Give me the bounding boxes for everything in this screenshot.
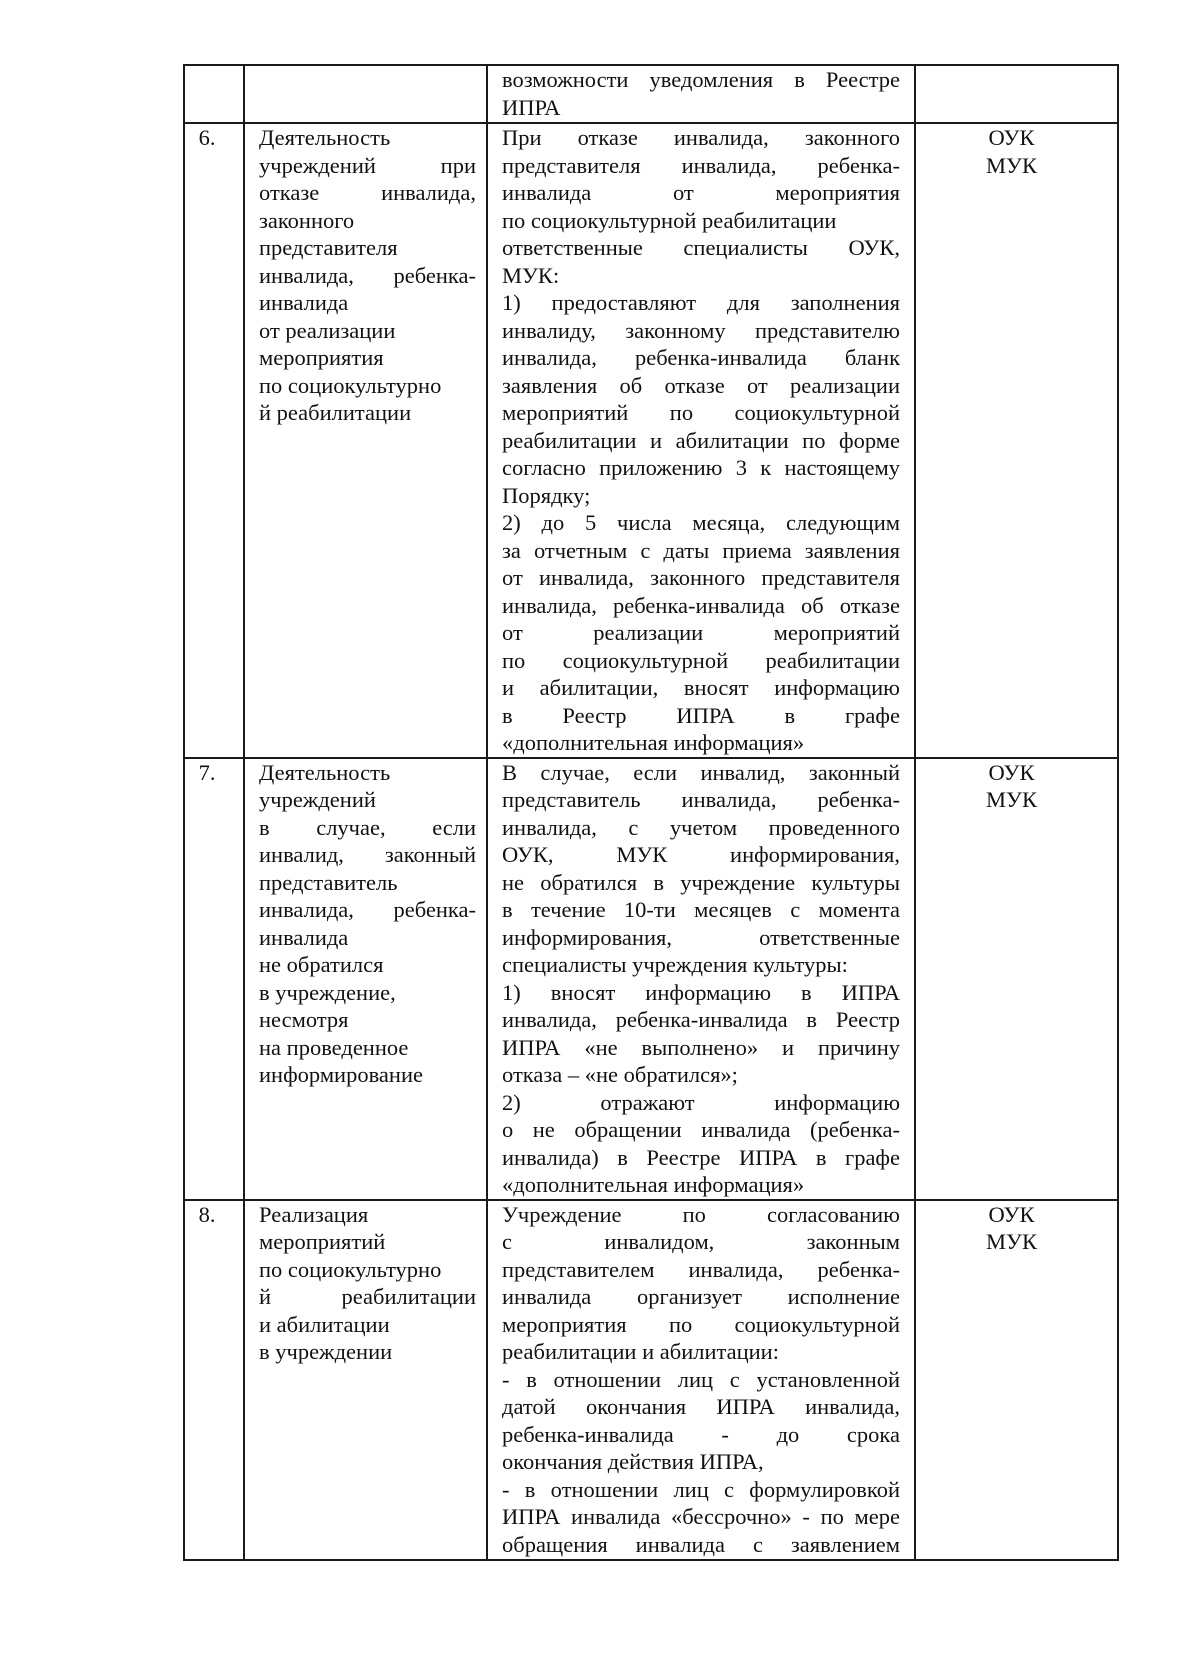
activity-name-line: и абилитации [259,1311,390,1337]
activity-name-line: й реабилитации [259,400,412,425]
responsible-cell [915,123,1118,758]
procedure-description-line: отказа – «не обратился»; [502,1062,738,1087]
activity-name-line: инвалид, законный [259,842,476,867]
row-number-cell [184,758,244,1200]
responsible-party: МУК [986,1229,1037,1254]
procedure-description-line: 2) отражают информацию [502,1089,900,1115]
procedure-description-line: 2) до 5 числа месяца, следующим [502,510,900,535]
procedure-description-line: не обратился в учреждение культуры [502,869,900,895]
procedure-description-cell [487,123,915,758]
procedure-description-line: 1) вносят информацию в ИПРА [502,979,900,1005]
activity-name-line: инвалида, ребенка- [259,897,476,922]
activity-name-line: представителя [259,235,398,260]
activity-name-line: инвалида [259,290,349,315]
table-row [184,65,1118,123]
activity-name-line: по социокультурно [259,1256,442,1282]
procedure-description-line: от реализации мероприятий [502,620,900,645]
procedure-description-line: инвалида от мероприятия [502,180,900,205]
activity-name-line: в учреждении [259,1339,393,1364]
activity-name-line: учреждений при [259,152,476,178]
procedure-description-line: Учреждение по согласованию [502,1201,900,1227]
activity-name-cell [244,65,487,123]
procedure-description-line: инвалиду, законному представителю [502,317,900,343]
responsible-party: МУК [986,787,1037,812]
procedure-description-line: за отчетным с даты приема заявления [502,537,900,563]
procedure-description-line: обращения инвалида с заявлением [502,1531,900,1557]
activity-name-line: учреждений [259,787,376,812]
responsible-cell [915,758,1118,1200]
activity-name-line: в учреждение, [259,979,396,1005]
procedure-description-line: ИПРА «не выполнено» и причину [502,1034,900,1060]
procedure-description-line: 1) предоставляют для заполнения [502,290,900,315]
activity-name-line: законного [259,207,355,233]
procedure-description-line: в Реестр ИПРА в графе [502,702,900,728]
row-number: 7. [198,759,216,785]
procedure-description-line: заявления об отказе от реализации [502,372,900,398]
activity-name-cell [244,1200,487,1560]
procedure-description-cell [487,1200,915,1560]
document-table [183,64,1119,1561]
responsible-party: ОУК [988,759,1035,785]
procedure-description-line: инвалида) в Реестре ИПРА в графе [502,1144,900,1170]
responsible-cell [915,65,1118,123]
row-number: 6. [198,125,216,150]
procedure-description-line: представителем инвалида, ребенка- [502,1256,900,1282]
activity-name-line: инвалида, ребенка- [259,262,476,288]
procedure-description-line: «дополнительная информация» [502,730,805,755]
procedure-description-line: инвалида, ребенка-инвалида об отказе [502,592,900,618]
row-number-cell [184,1200,244,1560]
table-row [184,758,1118,1200]
responsible-party: ОУК [988,125,1035,150]
activity-name-line: отказе инвалида, [259,180,476,205]
procedure-description-line: от инвалида, законного представителя [502,565,900,590]
activity-name-line: представитель [259,869,398,895]
procedure-description-line: окончания действия ИПРА, [502,1449,764,1474]
procedure-description-line: представитель инвалида, ребенка- [502,787,900,812]
procedure-description-line: с инвалидом, законным [502,1229,900,1254]
procedure-description-line: ИПРА инвалида «бессрочно» - по мере [502,1504,900,1529]
activity-name-line: информирование [259,1062,423,1087]
row-number: 8. [198,1201,216,1227]
activity-name-line: мероприятий [259,1229,386,1254]
activity-name-line: от реализации [259,317,396,343]
activity-name-line: не обратился [259,952,384,977]
procedure-description-cell [487,758,915,1200]
procedure-description-cell [487,65,915,123]
activity-name-cell [244,123,487,758]
procedure-description-line: представителя инвалида, ребенка- [502,152,900,178]
procedure-description-line: МУК: [502,262,560,288]
procedure-description-line: реабилитации и абилитации по форме [502,427,900,453]
procedure-description-line: «дополнительная информация» [502,1172,805,1197]
procedure-description-line: реабилитации и абилитации: [502,1339,779,1364]
procedure-description-line: по социокультурной реабилитации [502,207,837,233]
procedure-description-line: инвалида, ребенка-инвалида бланк [502,345,900,370]
activity-name-line: й реабилитации [259,1284,476,1309]
procedure-description-line: возможности уведомления в Реестре [502,67,900,92]
procedure-description-line: В случае, если инвалид, законный [502,759,900,785]
procedure-description-line: инвалида организует исполнение [502,1284,900,1309]
table-row [184,123,1118,758]
responsible-party: ОУК [988,1201,1035,1227]
procedure-description-line: ребенка-инвалида - до срока [502,1421,900,1447]
activity-name-line: несмотря [259,1007,349,1032]
table-row [184,1200,1118,1560]
procedure-description-line: информирования, ответственные [502,924,900,950]
procedure-description-line: инвалида, ребенка-инвалида в Реестр [502,1007,900,1032]
procedure-description-line: и абилитации, вносят информацию [502,675,900,700]
procedure-description-line: - в отношении лиц с формулировкой [502,1476,900,1502]
activity-name-line: мероприятия [259,345,384,370]
procedure-description-line: ответственные специалисты ОУК, [502,235,900,260]
activity-name-line: Деятельность [259,759,391,785]
procedure-description-line: При отказе инвалида, законного [502,125,900,150]
procedure-description-line: - в отношении лиц с установленной [502,1366,900,1392]
procedure-description-line: согласно приложению 3 к настоящему [502,455,900,480]
procedure-description-line: по социокультурной реабилитации [502,647,900,673]
activity-name-line: на проведенное [259,1034,409,1060]
procedure-description-line: ИПРА [502,94,561,120]
responsible-cell [915,1200,1118,1560]
row-number-cell [184,123,244,758]
table-body [184,65,1118,1560]
procedure-description-line: Порядку; [502,482,591,508]
procedure-description-line: о не обращении инвалида (ребенка- [502,1117,900,1142]
procedure-description-line: инвалида, с учетом проведенного [502,814,900,840]
procedure-description-line: ОУК, МУК информирования, [502,842,900,867]
procedure-description-line: датой окончания ИПРА инвалида, [502,1394,900,1419]
activity-name-line: по социокультурно [259,372,442,398]
activity-name-cell [244,758,487,1200]
procedure-description-line: в течение 10-ти месяцев с момента [502,897,900,922]
procedure-description-line: мероприятия по социокультурной [502,1311,900,1337]
activity-name-line: Реализация [259,1201,369,1227]
activity-name-line: в случае, если [259,814,476,840]
activity-name-line: Деятельность [259,125,391,150]
activity-name-line: инвалида [259,924,349,950]
procedure-description-line: специалисты учреждения культуры: [502,952,848,977]
row-number-cell [184,65,244,123]
procedure-description-line: мероприятий по социокультурной [502,400,900,425]
responsible-party: МУК [986,152,1037,178]
